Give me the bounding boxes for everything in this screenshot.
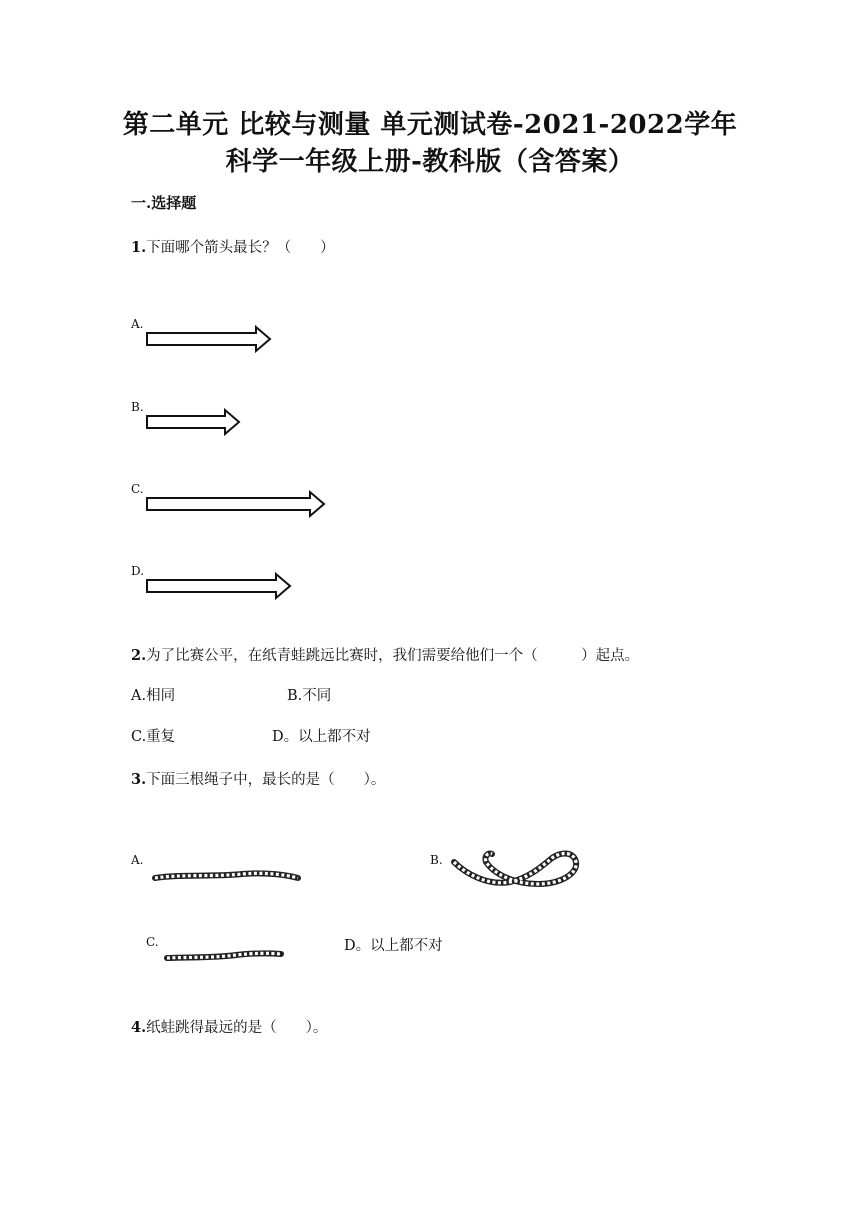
option-d: D。以上都不对 [272, 729, 371, 745]
question-text: 纸蛙跳得最远的是（ ）。 [146, 1020, 328, 1036]
option-c: C.重复 [131, 729, 176, 745]
option-b-label: B. [430, 853, 443, 867]
question-text: 下面哪个箭头最长？（ ） [146, 240, 335, 256]
question-text: 为了比赛公平，在纸青蛙跳远比赛时，我们需要给他们一个（ ）起点。 [146, 648, 640, 664]
document-title-line-2: 科学一年级上册-教科版（含答案） [225, 147, 635, 177]
rope-a-icon [152, 864, 302, 886]
option-c-label: C. [131, 482, 144, 496]
document-title-line-1: 第二单元 比较与测量 单元测试卷-2021-2022学年 [122, 110, 738, 140]
option-b-label: B. [131, 400, 144, 414]
rope-b-icon [448, 848, 583, 894]
option-a-label: A. [131, 317, 144, 331]
arrow-b-icon [146, 409, 246, 435]
option-d: D。以上都不对 [344, 938, 443, 954]
option-d-label: D. [131, 564, 145, 578]
question-number: 1. [131, 239, 147, 256]
question-4 [131, 1016, 327, 1037]
option-c-label: C. [146, 935, 159, 949]
option-a: A.相同 [131, 688, 176, 704]
question-number: 3. [131, 771, 147, 788]
question-text: 下面三根绳子中，最长的是（ ）。 [146, 772, 386, 788]
option-b: B.不同 [287, 688, 332, 704]
question-3 [131, 768, 385, 789]
arrow-a-icon [146, 326, 276, 352]
rope-c-icon [164, 946, 286, 966]
question-number: 2. [131, 647, 147, 664]
arrow-d-icon [146, 573, 296, 599]
question-2 [131, 644, 639, 665]
arrow-c-icon [146, 491, 331, 517]
question-number: 4. [131, 1019, 147, 1036]
section-heading: 一.选择题 [131, 194, 197, 212]
option-a-label: A. [131, 853, 144, 867]
question-1 [131, 236, 335, 257]
